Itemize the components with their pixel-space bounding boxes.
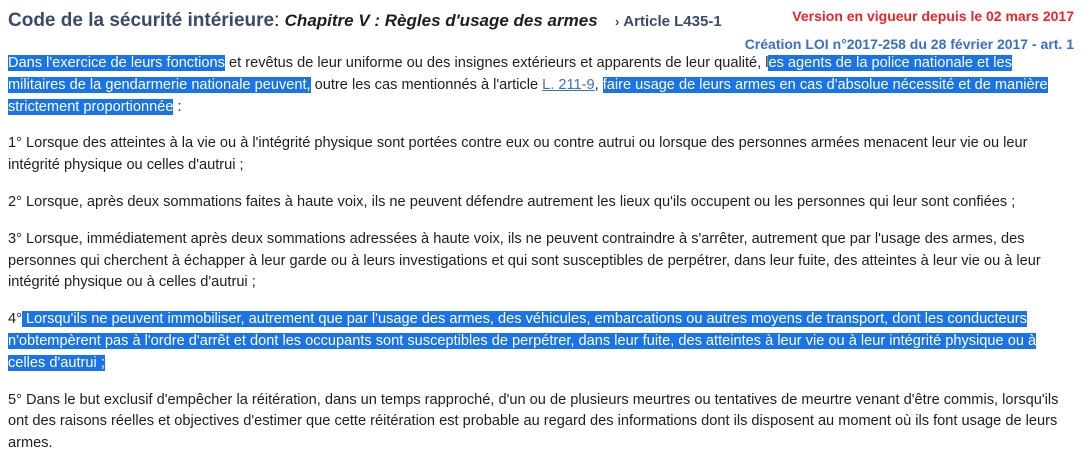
code-name: Code de la sécurité intérieure (8, 10, 275, 31)
item-4 (8, 309, 1066, 374)
article-number: Article L435-1 (623, 13, 722, 30)
item-2: 2° Lorsque, après deux sommations faites à haute voix, ils ne peuvent défendre autrement les lieux qu'ils occupent ou les personnes qui leur sont confiées ; (8, 193, 1016, 210)
article-body (8, 53, 1066, 470)
page-header (8, 8, 1074, 56)
chapter-title: Chapitre V : Règles d'usage des armes (284, 11, 598, 30)
version-status: Version en vigueur depuis le 02 mars 2017 (792, 8, 1074, 24)
item-number: 4° (8, 311, 22, 328)
plain-text: , (594, 76, 603, 93)
intro-paragraph (8, 53, 1066, 118)
creation-link[interactable]: Création LOI n°2017-258 du 28 février 2017 - art. 1 (744, 36, 1074, 52)
title-separator: : (274, 10, 280, 31)
highlight-text: es agents de la police nationale et les militaires de la gendarmerie nationale peuvent, (8, 55, 1012, 93)
article-link[interactable]: L. 211-9 (542, 76, 595, 93)
item-1: 1° Lorsque des atteintes à la vie ou à l'intégrité physique sont portées contre eux ou contre autrui ou lorsque des personnes armées menacent leur vie ou leur intégrité physique ou celles d'autrui ; (8, 135, 1028, 174)
plain-text: et revêtus de leur uniforme ou des insignes extérieurs et apparents de leur qualité, l (224, 55, 769, 71)
item-5: 5° Dans le but exclusif d'empêcher la réitération, dans un temps rapproché, d'un ou de plusieurs meurtres ou tentatives de meurtre venant d'être commis, lorsqu'ils ont des raisons réelles et objectives d'estimer que cette réitération est probable au regard des informations dont ils disposent au moment où ils font usage de leurs armes. (8, 391, 1059, 452)
plain-text: outre les cas mentionnés à l'article (310, 76, 543, 93)
chevron-right-icon: › (614, 14, 620, 29)
highlight-text: Lorsqu'ils ne peuvent immobiliser, autrement que par l'usage des armes, des véhicules, embarcations ou autres moyens de transport, dont les conducteurs n'obtempèrent pas à l'ordre d'arrêt et dont les occupants sont susceptibles de perpétrer, dans leur fuite, des atteintes à leur vie ou à leur intégrité physique ou à celles d'autrui ; (8, 311, 1037, 371)
highlight-text: Dans l'exercice de leurs fonctions (8, 55, 225, 71)
plain-text: : (173, 98, 182, 115)
highlight-text: faire usage de leurs armes en cas d'absolue nécessité et de manière strictement proportionnée (8, 76, 1048, 115)
item-3: 3° Lorsque, immédiatement après deux sommations adressées à haute voix, ils ne peuvent contraindre à s'arrêter, autrement que par l'usage des armes, des personnes qui cherchent à échapper à leur garde ou à leurs investigations et qui sont susceptibles de perpétrer, dans leur fuite, des atteintes à leur vie ou à leur intégrité physique ou à celles d'autrui ; (8, 230, 1041, 291)
page-title (8, 10, 722, 32)
